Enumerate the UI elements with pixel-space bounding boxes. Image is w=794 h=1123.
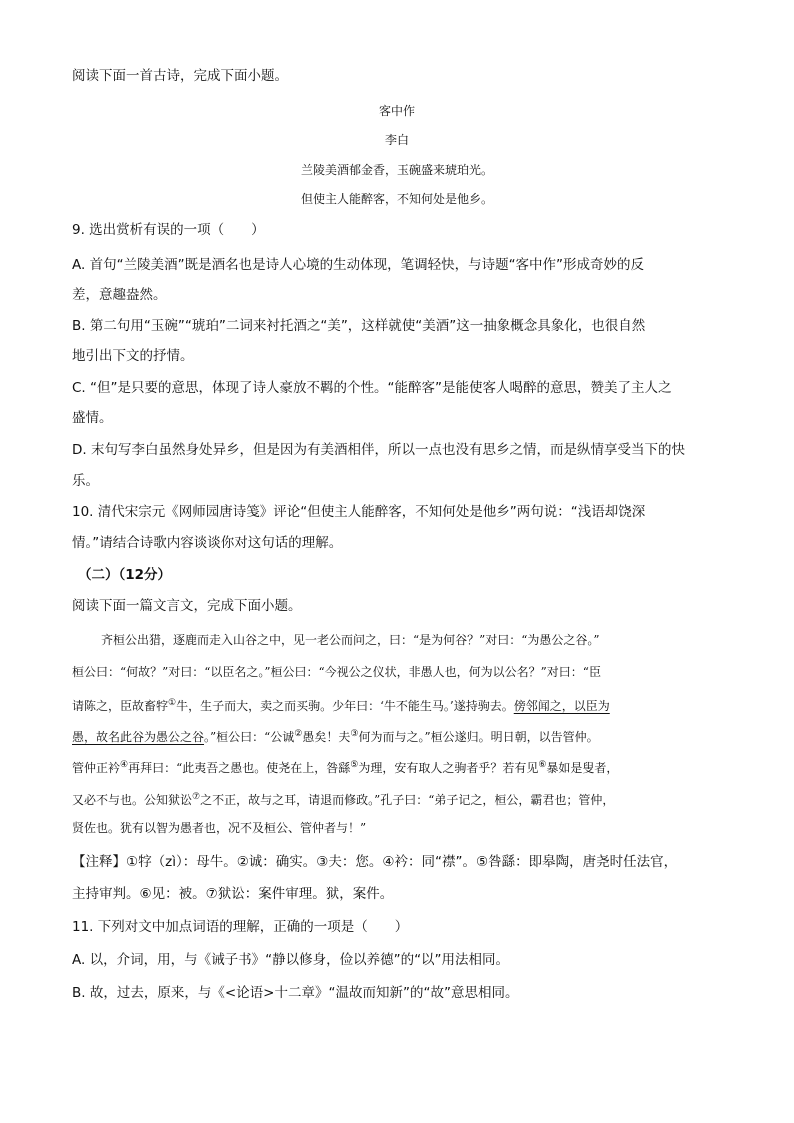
question-11-option-b: B. 故，过去，原来，与《<论语>十二章》“温故而知新”的“故”意思相同。 — [72, 985, 519, 1001]
underlined-sentence-part2: 愚，故名此谷为愚公之谷 — [72, 730, 205, 744]
poem-line-1: 兰陵美酒郁金香，玉碗盛来琥珀光。 — [300, 163, 493, 177]
classical-reading-instruction: 阅读下面一篇文言文，完成下面小题。 — [72, 598, 302, 614]
note-marker-4: ④ — [120, 760, 129, 770]
question-11-stem: 11. 下列对文中加点词语的理解，正确的一项是（ ） — [72, 919, 409, 935]
note-marker-2: ② — [294, 729, 303, 739]
poem-title: 客中作 — [378, 104, 415, 118]
note-marker-5: ⑤ — [350, 760, 359, 770]
question-9-option-b-line1: B. 第二句用“玉碗”“琥珀”二词来衬托酒之“美”，这样就使“美酒”这一抽象概念具象化，也很自然 — [72, 318, 646, 334]
question-9-option-c-line2: 盛情。 — [72, 410, 113, 426]
poem-line-2: 但使主人能醉客，不知何处是他乡。 — [300, 192, 493, 206]
question-9-option-a-line2: 差，意趣盎然。 — [72, 287, 167, 303]
notes-line-1: 【注释】①牸（zì）：母牛。②诚：确实。③夫：您。④衿：同“襟”。⑤咎繇：即皋陶，唐尧时任法官， — [72, 854, 678, 870]
section-heading: （二）（12分） — [78, 567, 172, 583]
question-9-option-c-line1: C. “但”是只要的意思，体现了诗人豪放不羁的个性。“能醉客”是能使客人喝醉的意思，赞美了主人之 — [72, 380, 672, 396]
note-marker-1: ① — [168, 698, 177, 708]
question-10-line2: 情。”请结合诗歌内容谈谈你对这句话的理解。 — [72, 535, 343, 551]
question-9-stem: 9. 选出赏析有误的一项（ ） — [72, 222, 265, 238]
poem-reading-instruction: 阅读下面一首古诗，完成下面小题。 — [72, 68, 288, 84]
note-marker-3: ③ — [350, 729, 359, 739]
passage-line-6: 又必不与也。公知狱讼⑦之不正，故与之耳，请退而修政。”孔子曰：“弟子记之，桓公，霸君也；管仲， — [72, 792, 615, 807]
note-marker-6: ⑥ — [538, 760, 547, 770]
question-9-option-d-line2: 乐。 — [72, 473, 99, 489]
poem-author: 李白 — [384, 133, 409, 147]
underlined-sentence-part1: 傍邻闻之，以臣为 — [513, 699, 610, 713]
passage-line-7: 贤佐也。犹有以智为愚者也，况不及桓公、管仲者与！” — [72, 821, 367, 835]
question-11-option-a: A. 以，介词，用，与《诫子书》“静以修身，俭以养德”的“以”用法相同。 — [72, 952, 510, 968]
passage-line-5: 管仲正衿④再拜曰：“此夷吾之愚也。使尧在上，咎繇⑤为理，安有取人之驹者乎？若有见⑥暴如是叟者， — [72, 760, 619, 775]
notes-line-2: 主持审判。⑥见：被。⑦狱讼：案件审理。狱，案件。 — [72, 886, 394, 902]
question-9-option-d-line1: D. 末句写李白虽然身处异乡，但是因为有美酒相伴，所以一点也没有思乡之情，而是纵情享受当下的快 — [72, 442, 685, 458]
passage-line-4: 愚，故名此谷为愚公之谷。”桓公曰：“公诚②愚矣！夫③何为而与之。”桓公遂归。明日朝，以告管仲。 — [72, 729, 599, 744]
passage-line-2: 桓公曰：“何故？”对曰：“以臣名之。”桓公曰：“今视公之仪状，非愚人也，何为以公名？”对曰：“臣 — [72, 665, 601, 679]
question-9-option-a-line1: A. 首句“兰陵美酒”既是酒名也是诗人心境的生动体现，笔调轻快，与诗题“客中作”形成奇妙的反 — [72, 257, 645, 273]
question-9-option-b-line2: 地引出下文的抒情。 — [72, 348, 194, 364]
note-marker-7: ⑦ — [192, 792, 201, 802]
passage-line-3: 请陈之，臣故畜牸①牛，生子而大，卖之而买驹。少年曰：‘牛不能生马。’遂持驹去。傍邻闻之，以臣为 — [72, 698, 610, 713]
question-10-line1: 10. 清代宋宗元《网师园唐诗笺》评论“但使主人能醉客，不知何处是他乡”两句说：“浅语却饶深 — [72, 504, 646, 520]
passage-line-1: 齐桓公出猎，逐鹿而走入山谷之中，见一老公而问之，曰：“是为何谷？”对曰：“为愚公之谷。” — [101, 633, 600, 647]
